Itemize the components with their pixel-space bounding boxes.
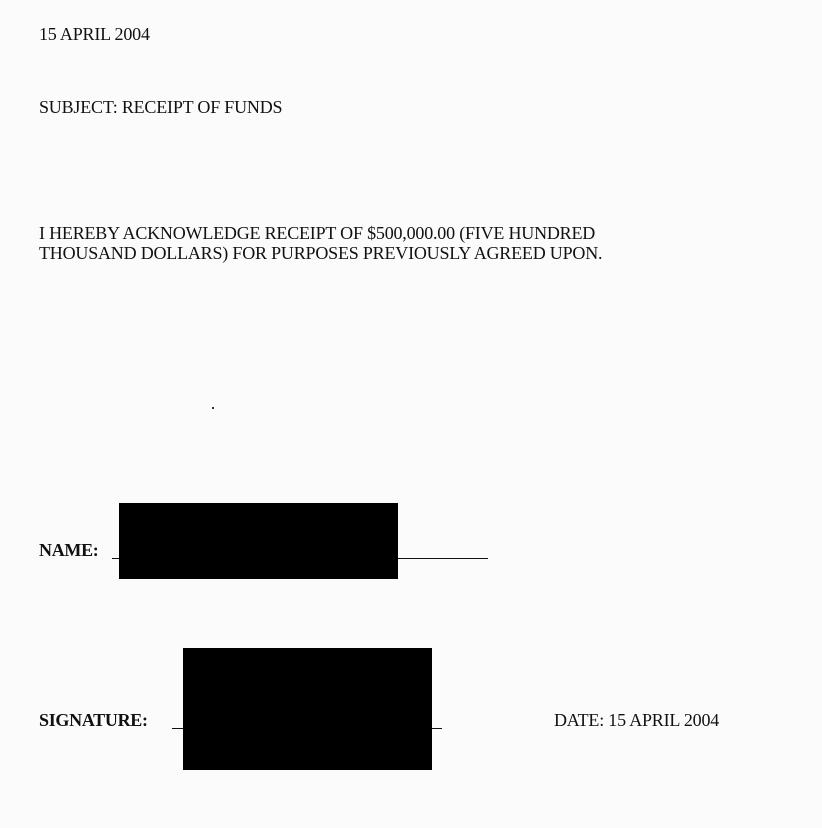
signature-date: DATE: 15 APRIL 2004 xyxy=(554,710,720,730)
name-redaction-box xyxy=(119,503,398,579)
stray-mark xyxy=(212,407,214,409)
body-paragraph xyxy=(39,223,799,263)
body-line-2: THOUSAND DOLLARS) FOR PURPOSES PREVIOUSLY AGREED UPON. xyxy=(39,243,603,263)
subject-line: SUBJECT: RECEIPT OF FUNDS xyxy=(39,97,283,117)
signature-label: SIGNATURE: xyxy=(39,710,148,730)
body-line-1: I HEREBY ACKNOWLEDGE RECEIPT OF $500,000.00 (FIVE HUNDRED xyxy=(39,223,596,243)
document-date: 15 APRIL 2004 xyxy=(39,24,150,44)
signature-redaction-box xyxy=(183,648,432,770)
name-label: NAME: xyxy=(39,540,99,560)
